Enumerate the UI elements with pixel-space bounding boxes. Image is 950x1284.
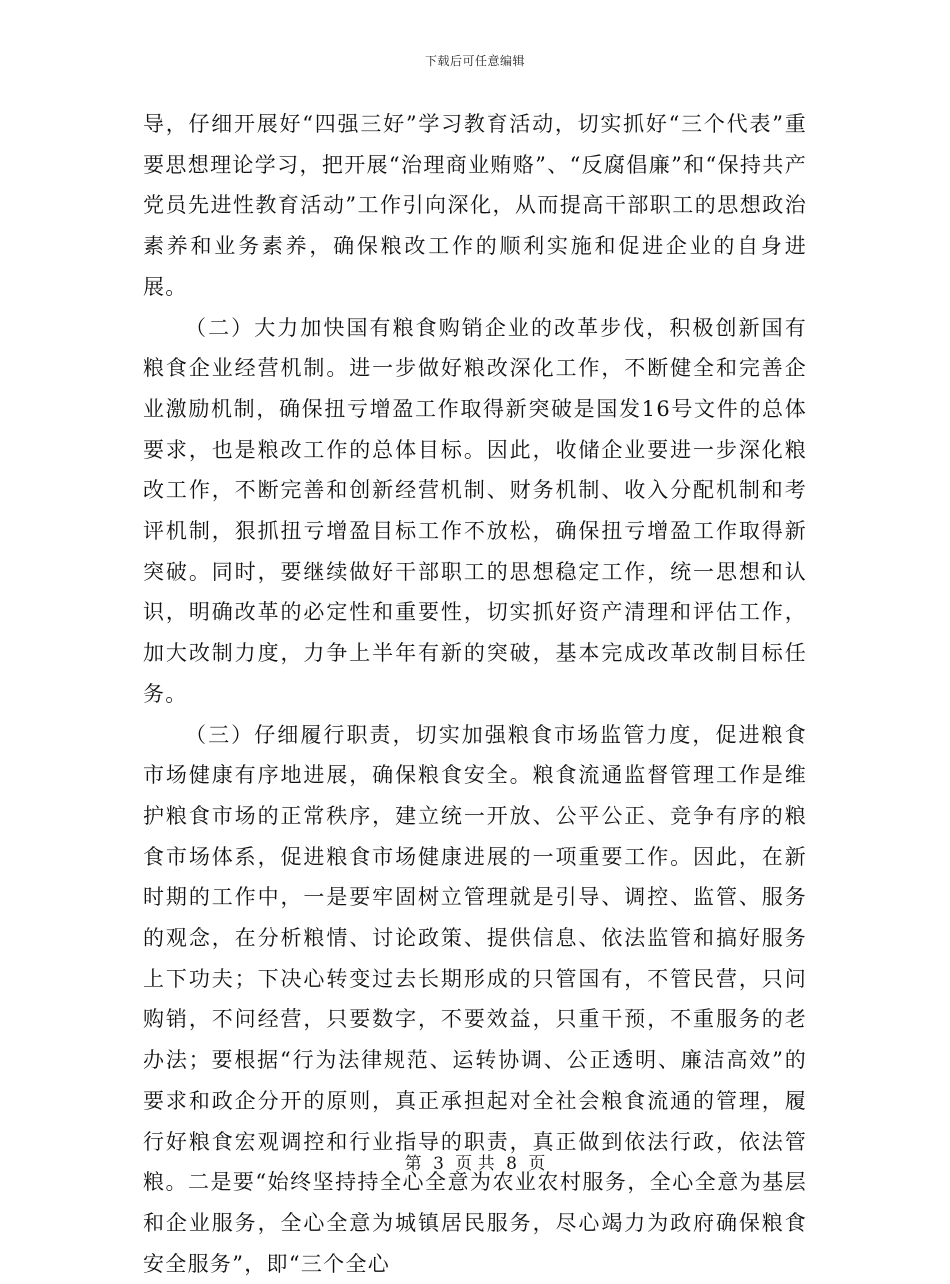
paragraph-1: 导，仔细开展好“四强三好”学习教育活动，切实抓好“三个代表”重要思想理论学习，把开展“治理商业贿赂”、“反腐倡廉”和“保持共产党员先进性教育活动”工作引向深化，从而提高干部职工的思想政治素养和业务素养，确保粮改工作的顺利实施和促进企业的自身进展。	[143, 112, 807, 299]
footer-suffix: 页	[528, 1154, 546, 1174]
footer-page-number: 3	[433, 1154, 444, 1174]
paragraph-3: （三）仔细履行职责，切实加强粮食市场监管力度，促进粮食市场健康有序地进展，确保粮食安全。粮食流通监督管理工作是维护粮食市场的正常秩序，建立统一开放、公平公正、竞争有序的粮食市场体系，促进粮食市场健康进展的一项重要工作。因此，在新时期的工作中，一是要牢固树立管理就是引导、调控、监管、服务的观念，在分析粮情、讨论政策、提供信息、依法监管和搞好服务上下功夫；下决心转变过去长期形成的只管国有，不管民营，只问购销，不问经营，只要数字，不要效益，只重干预，不重服务的老办法；要根据“行为法律规范、运转协调、公正透明、廉洁高效”的要求和政企分开的原则，真正承担起对全社会粮食流通的管理，履行好粮食宏观调控和行业指导的职责，真正做到依法行政，依法管粮。二是要“始终坚持持全心全意为农业农村服务，全心全意为基层和企业服务，全心全意为城镇居民服务，尽心竭力为政府确保粮食安全服务”，即“三个全心	[143, 722, 807, 1276]
footer-total-pages: 8	[506, 1154, 517, 1174]
paragraph-2: （二）大力加快国有粮食购销企业的改革步伐，积极创新国有粮食企业经营机制。进一步做好粮改深化工作，不断健全和完善企业激励机制，确保扭亏增盈工作取得新突破是国发16号文件的总体要求，也是粮改工作的总体目标。因此，收储企业要进一步深化粮改工作，不断完善和创新经营机制、财务机制、收入分配机制和考评机制，狠抓扭亏增盈目标工作不放松，确保扭亏增盈工作取得新突破。同时，要继续做好干部职工的思想稳定工作，统一思想和认识，明确改革的必定性和重要性，切实抓好资产清理和评估工作，加大改制力度，力争上半年有新的突破，基本完成改革改制目标任务。	[143, 315, 807, 706]
page-footer	[0, 1153, 950, 1175]
page-header: 下载后可任意编辑	[424, 54, 525, 68]
document-body	[143, 104, 807, 1284]
footer-prefix: 第	[404, 1154, 422, 1174]
footer-middle: 页 共	[455, 1154, 495, 1174]
